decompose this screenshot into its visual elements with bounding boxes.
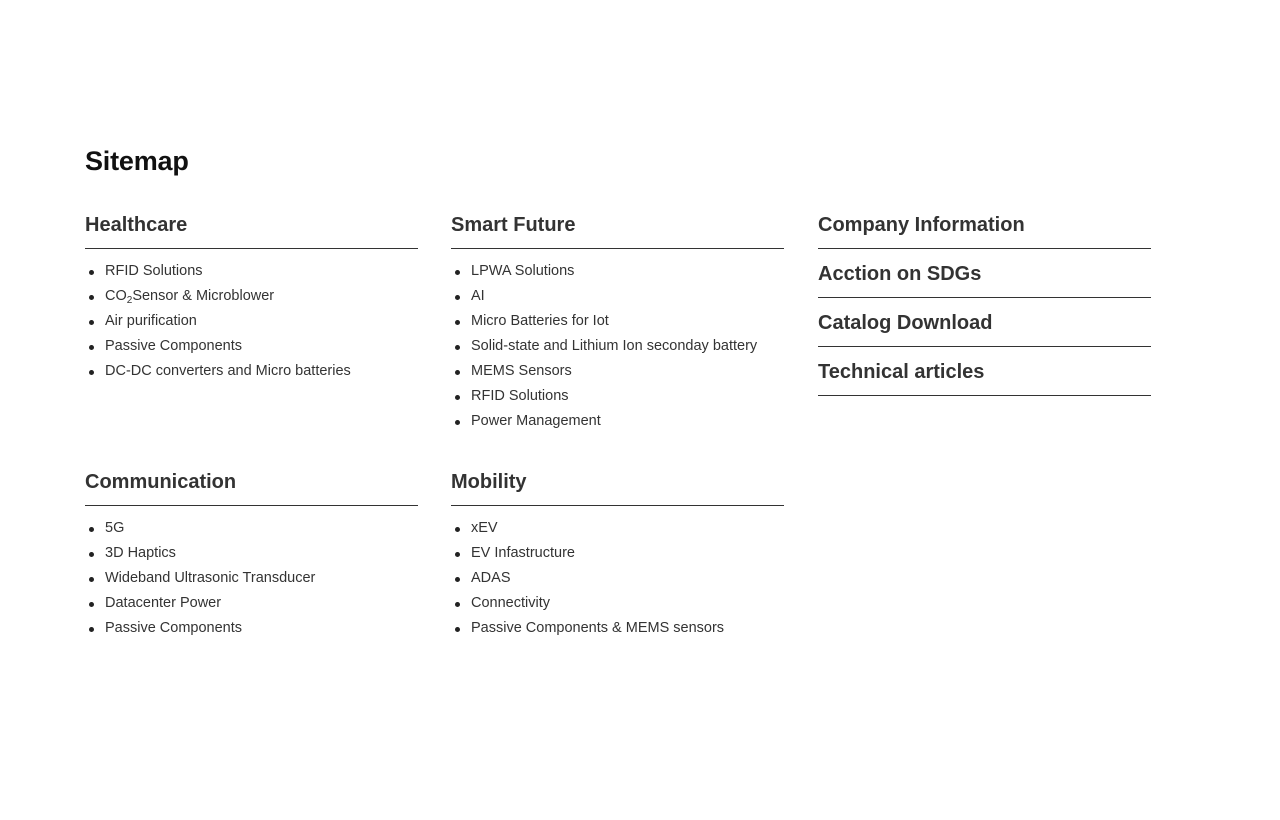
list-item: [451, 616, 784, 641]
link-dc-dc-converters[interactable]: DC-DC converters and Micro batteries: [105, 363, 351, 379]
link-rfid-solutions[interactable]: RFID Solutions: [105, 263, 203, 279]
link-passive-components-mems-sensors[interactable]: Passive Components & MEMS sensors: [471, 620, 725, 636]
list-item: [85, 541, 418, 566]
link-solid-state-battery[interactable]: Solid-state and Lithium Ion seconday battery: [471, 338, 758, 354]
link-datacenter-power[interactable]: Datacenter Power: [105, 595, 222, 611]
section-communication: [85, 468, 418, 641]
link-co2-sensor-microblower[interactable]: [105, 288, 274, 304]
list-item: [451, 334, 784, 359]
link-passive-components[interactable]: Passive Components: [105, 338, 243, 354]
link-mems-sensors[interactable]: MEMS Sensors: [471, 363, 572, 379]
link-passive-components[interactable]: Passive Components: [105, 620, 243, 636]
link-technical-articles[interactable]: Technical articles: [818, 358, 1151, 396]
list-item: [451, 259, 784, 284]
section-heading-healthcare[interactable]: Healthcare: [85, 211, 418, 249]
co2-prefix: CO: [105, 288, 127, 304]
list-item: [85, 334, 418, 359]
section-smart-future: [451, 211, 784, 434]
link-3d-haptics[interactable]: 3D Haptics: [105, 545, 176, 561]
list-item: [451, 516, 784, 541]
list-item: [451, 591, 784, 616]
list-item: [451, 359, 784, 384]
communication-link-list: [85, 516, 418, 641]
link-micro-batteries[interactable]: Micro Batteries for Iot: [471, 313, 609, 329]
section-heading-communication[interactable]: Communication: [85, 468, 418, 506]
link-company-information[interactable]: Company Information: [818, 211, 1151, 249]
section-mobility: [451, 468, 784, 641]
smart-future-link-list: [451, 259, 784, 434]
list-item: [85, 591, 418, 616]
list-item: [85, 359, 418, 384]
list-item: [85, 516, 418, 541]
list-item: [85, 284, 418, 309]
list-item: [85, 616, 418, 641]
link-ev-infrastructure[interactable]: EV Infastructure: [471, 545, 575, 561]
list-item: [85, 259, 418, 284]
list-item: [451, 566, 784, 591]
link-rfid-solutions[interactable]: RFID Solutions: [471, 388, 569, 404]
list-item: [451, 409, 784, 434]
co2-subscript: 2: [126, 295, 133, 306]
link-adas[interactable]: ADAS: [471, 570, 511, 586]
list-item: [451, 541, 784, 566]
link-action-on-sdgs[interactable]: Acction on SDGs: [818, 260, 1151, 298]
link-connectivity[interactable]: Connectivity: [471, 595, 550, 611]
list-item: [451, 384, 784, 409]
link-ai[interactable]: AI: [471, 288, 485, 304]
list-item: [85, 309, 418, 334]
link-catalog-download[interactable]: Catalog Download: [818, 309, 1151, 347]
link-power-management[interactable]: Power Management: [471, 413, 601, 429]
page-title: Sitemap: [85, 146, 189, 176]
co2-link-label: Sensor & Microblower: [132, 288, 275, 304]
list-item: [451, 309, 784, 334]
healthcare-link-list: [85, 259, 418, 384]
link-air-purification[interactable]: Air purification: [105, 313, 197, 329]
list-item: [451, 284, 784, 309]
link-xev[interactable]: xEV: [471, 520, 498, 536]
link-5g[interactable]: 5G: [105, 520, 125, 536]
section-heading-smart-future[interactable]: Smart Future: [451, 211, 784, 249]
section-heading-mobility[interactable]: Mobility: [451, 468, 784, 506]
standalone-links: [818, 211, 1151, 396]
mobility-link-list: [451, 516, 784, 641]
section-healthcare: [85, 211, 418, 384]
link-wideband-ultrasonic-transducer[interactable]: Wideband Ultrasonic Transducer: [105, 570, 316, 586]
list-item: [85, 566, 418, 591]
link-lpwa-solutions[interactable]: LPWA Solutions: [471, 263, 575, 279]
